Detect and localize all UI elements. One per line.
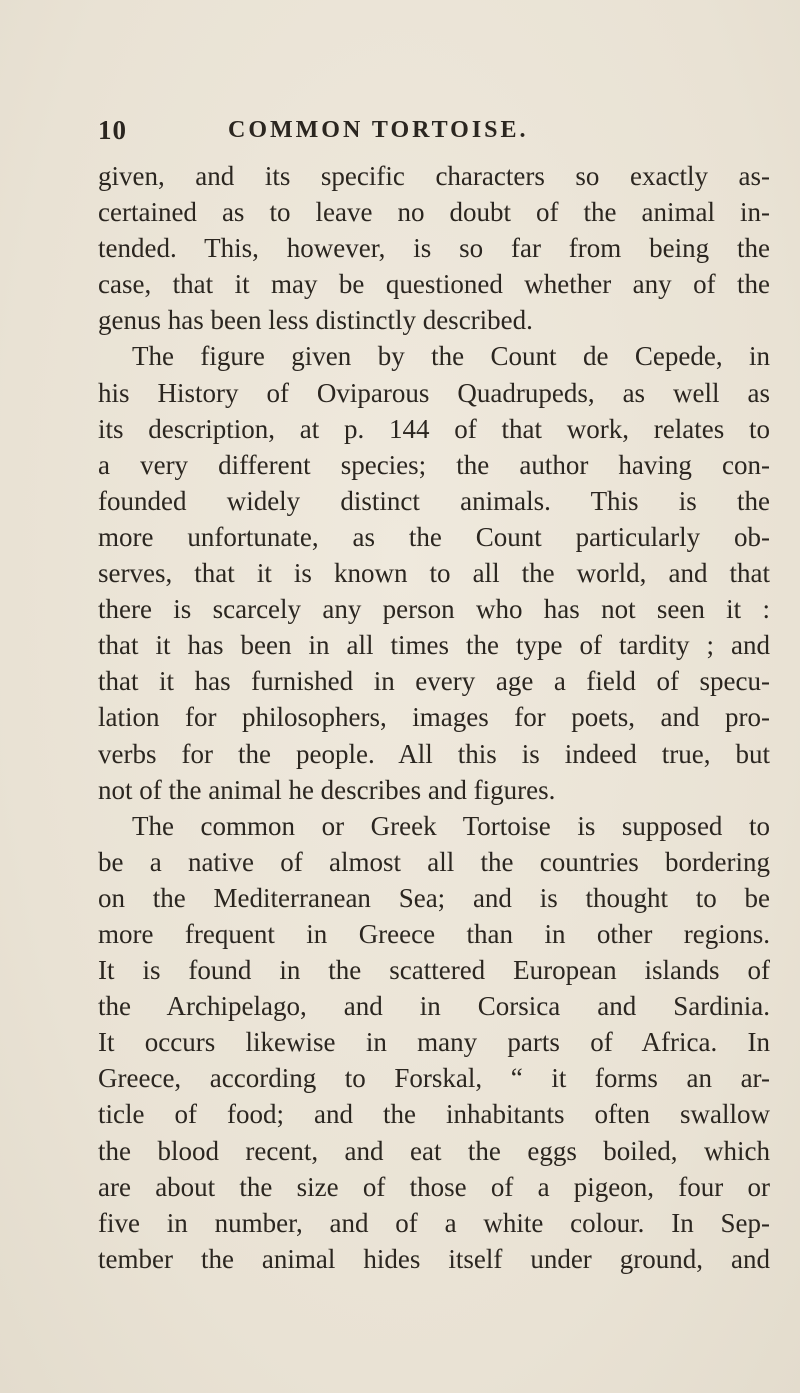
text-line: its description, at p. 144 of that work, relates to bbox=[98, 413, 770, 444]
text-line: The common or Greek Tortoise is supposed to bbox=[132, 810, 770, 841]
text-line: serves, that it is known to all the world, and that bbox=[98, 558, 770, 589]
text-line: tember the animal hides itself under ground, and bbox=[98, 1243, 770, 1274]
text-line: founded widely distinct animals. This is the bbox=[98, 485, 770, 516]
text-line: certained as to leave no doubt of the animal in- bbox=[98, 197, 770, 228]
text-line: that it has been in all times the type of tardity ; and bbox=[98, 630, 770, 661]
text-line: be a native of almost all the countries bordering bbox=[98, 846, 770, 877]
text-line: on the Mediterranean Sea; and is thought to be bbox=[98, 882, 770, 913]
text-line: not of the animal he describes and figures. bbox=[98, 774, 556, 805]
running-title: COMMON TORTOISE. bbox=[228, 117, 529, 143]
running-head bbox=[98, 115, 768, 155]
text-line: Greece, according to Forskal, “ it forms an ar- bbox=[98, 1063, 770, 1094]
text-line: more frequent in Greece than in other regions. bbox=[98, 918, 770, 949]
text-line: genus has been less distinctly described. bbox=[98, 305, 533, 336]
text-line: It is found in the scattered European islands of bbox=[98, 955, 770, 986]
text-line: the blood recent, and eat the eggs boiled, which bbox=[98, 1135, 770, 1166]
text-line: the Archipelago, and in Corsica and Sardinia. bbox=[98, 991, 770, 1022]
text-line: tended. This, however, is so far from being the bbox=[98, 233, 770, 264]
page-number: 10 bbox=[98, 115, 127, 145]
text-line: there is scarcely any person who has not seen it : bbox=[98, 594, 770, 625]
text-line: a very different species; the author having con- bbox=[98, 449, 770, 480]
text-line: case, that it may be questioned whether any of the bbox=[98, 269, 770, 300]
body-text bbox=[98, 158, 770, 1277]
text-line: verbs for the people. All this is indeed true, but bbox=[98, 738, 770, 769]
text-line: his History of Oviparous Quadrupeds, as well as bbox=[98, 377, 770, 408]
text-line: given, and its specific characters so exactly as- bbox=[98, 161, 770, 191]
text-line: ticle of food; and the inhabitants often swallow bbox=[98, 1099, 770, 1130]
text-line: more unfortunate, as the Count particularly ob- bbox=[98, 521, 770, 552]
text-line: lation for philosophers, images for poets, and pro- bbox=[98, 702, 770, 733]
text-line: It occurs likewise in many parts of Africa. In bbox=[98, 1027, 770, 1058]
text-line: The figure given by the Count de Cepede, in bbox=[132, 341, 770, 372]
text-line: that it has furnished in every age a field of specu- bbox=[98, 666, 770, 697]
text-line: are about the size of those of a pigeon, four or bbox=[98, 1171, 770, 1202]
text-line: five in number, and of a white colour. In Sep- bbox=[98, 1207, 770, 1238]
